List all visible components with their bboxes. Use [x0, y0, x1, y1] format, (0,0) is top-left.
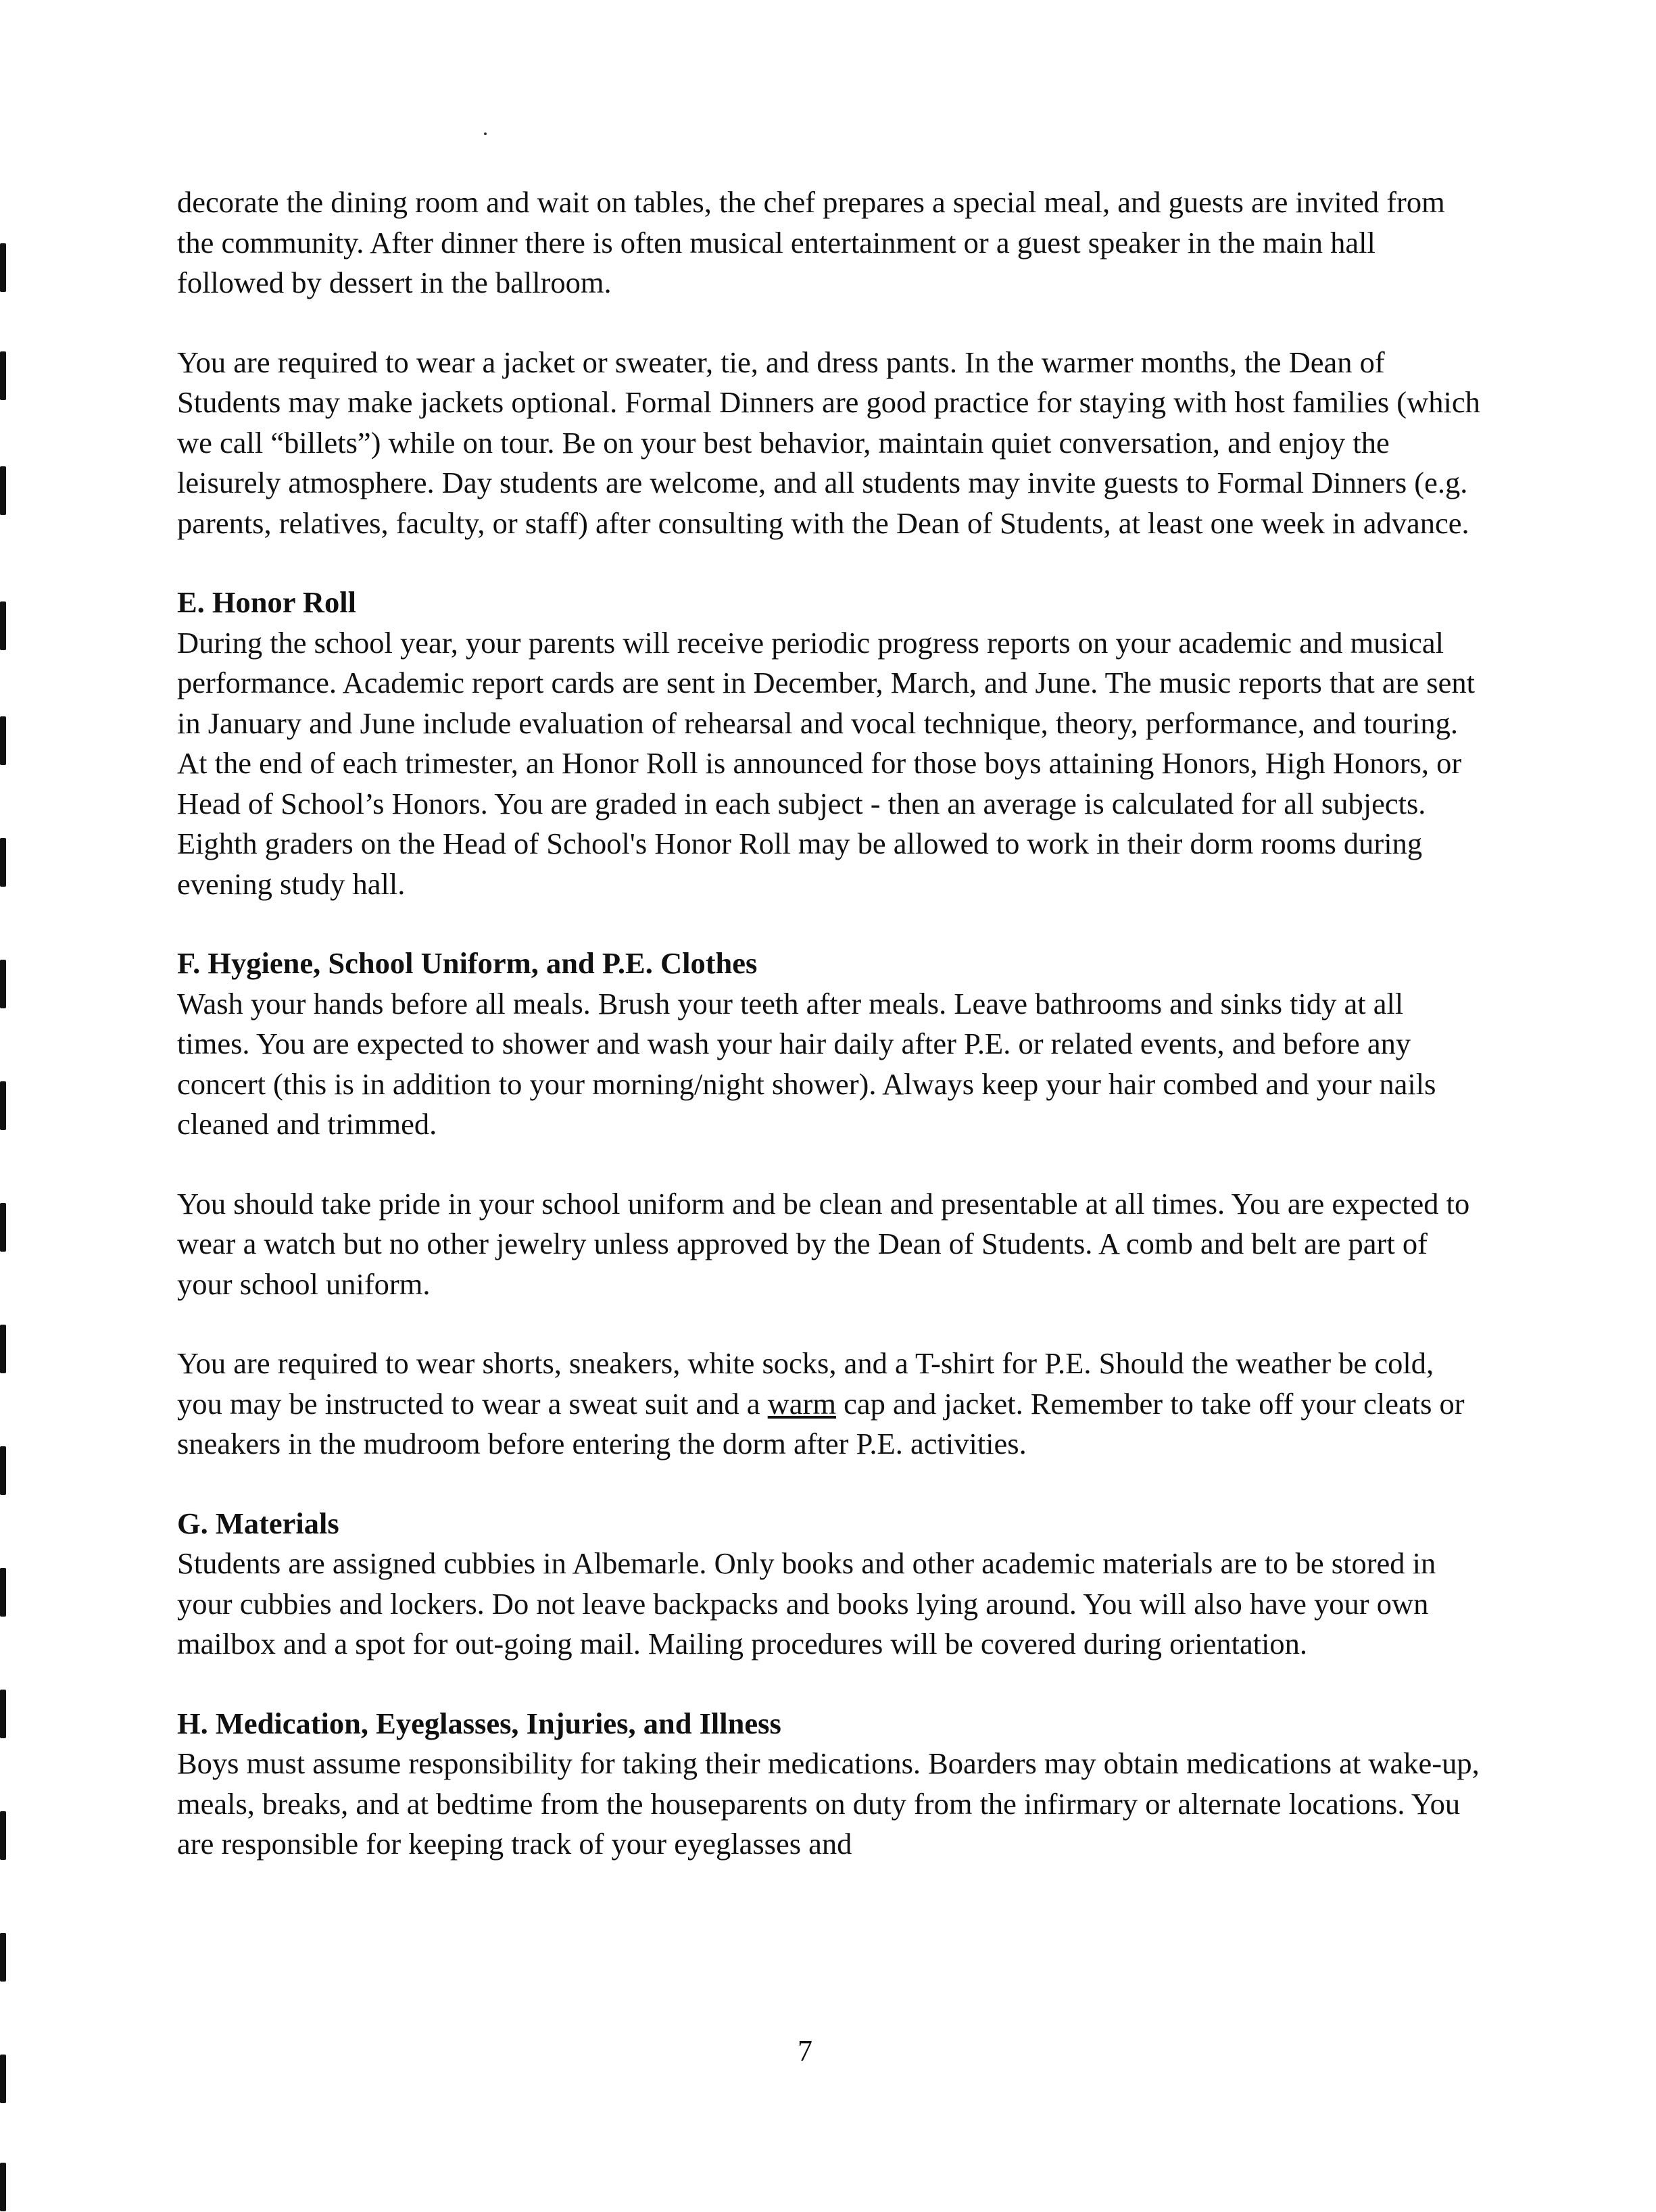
paragraph-pe-clothes: [177, 1344, 1482, 1465]
paragraph-honor-roll: During the school year, your parents will receive periodic progress reports on your academic and musical performance. Academic report cards are sent in December, March, and June. The music reports that are sent in January and June include evaluation of rehearsal and vocal technique, theory, performance, and touring. At the end of each trimester, an Honor Roll is announced for those boys attaining Honors, High Honors, or Head of School’s Honors. You are graded in each subject - then an average is calculated for all subjects. Eighth graders on the Head of School's Honor Roll may be allowed to work in their dorm rooms during evening study hall.: [177, 625, 1475, 901]
paragraph-formal-dinner-dress: You are required to wear a jacket or sweater, tie, and dress pants. In the warmer months, the Dean of Students may make jackets optional. Formal Dinners are good practice for staying with host families (which we call “billets”) while on tour. Be on your best behavior, maintain quiet conversation, and enjoy the leisurely atmosphere. Day students are welcome, and all students may invite guests to Formal Dinners (e.g. parents, relatives, faculty, or staff) after consulting with the Dean of Students, at least one week in advance.: [177, 345, 1480, 540]
pe-text-start: You are required to wear shorts, sneakers, white socks, and a T-shirt for P.E. Should the weather be cold, you may be instructed to wear a sweat suit and a: [177, 1346, 1434, 1421]
page-number: 7: [798, 2034, 812, 2067]
heading-materials: G. Materials: [177, 1506, 339, 1540]
paragraph-materials: Students are assigned cubbies in Albemarle. Only books and other academic materials are to be stored in your cubbies and lockers. Do not leave backpacks and books lying around. You will also have your own mailbox and a spot for out-going mail. Mailing procedures will be covered during orientation.: [177, 1546, 1436, 1661]
paragraph-uniform: You should take pride in your school uniform and be clean and presentable at all times. You are expected to wear a watch but no other jewelry unless approved by the Dean of Students. A comb and belt are part of your school uniform.: [177, 1186, 1470, 1301]
spiral-binding: [0, 243, 8, 2203]
paragraph-hygiene: Wash your hands before all meals. Brush your teeth after meals. Leave bathrooms and sinks tidy at all times. You are expected to shower and wash your hair daily after P.E. or related events, and before any concert (this is in addition to your morning/night shower). Always keep your hair combed and your nails cleaned and trimmed.: [177, 986, 1436, 1141]
heading-hygiene: F. Hygiene, School Uniform, and P.E. Clothes: [177, 946, 758, 980]
paragraph-medication: Boys must assume responsibility for taking their medications. Boarders may obtain medications at wake-up, meals, breaks, and at bedtime from the houseparents on duty from the infirmary or alternate locations. You are responsible for keeping track of your eyeglasses and: [177, 1746, 1480, 1861]
pe-text-end: cap and jacket. Remember to take off your cleats or sneakers in the mudroom before entering the dorm after P.E. activities.: [177, 1386, 1465, 1460]
heading-honor-roll: E. Honor Roll: [177, 585, 356, 619]
pe-text-underlined: warm: [767, 1386, 836, 1421]
heading-medication: H. Medication, Eyeglasses, Injuries, and Illness: [177, 1706, 781, 1740]
page-content: [177, 182, 1482, 1865]
paragraph-formal-dinner-intro: decorate the dining room and wait on tables, the chef prepares a special meal, and guests are invited from the community. After dinner there is often musical entertainment or a guest speaker in the main hall followed by dessert in the ballroom.: [177, 185, 1445, 299]
scan-artifact: [484, 132, 487, 135]
